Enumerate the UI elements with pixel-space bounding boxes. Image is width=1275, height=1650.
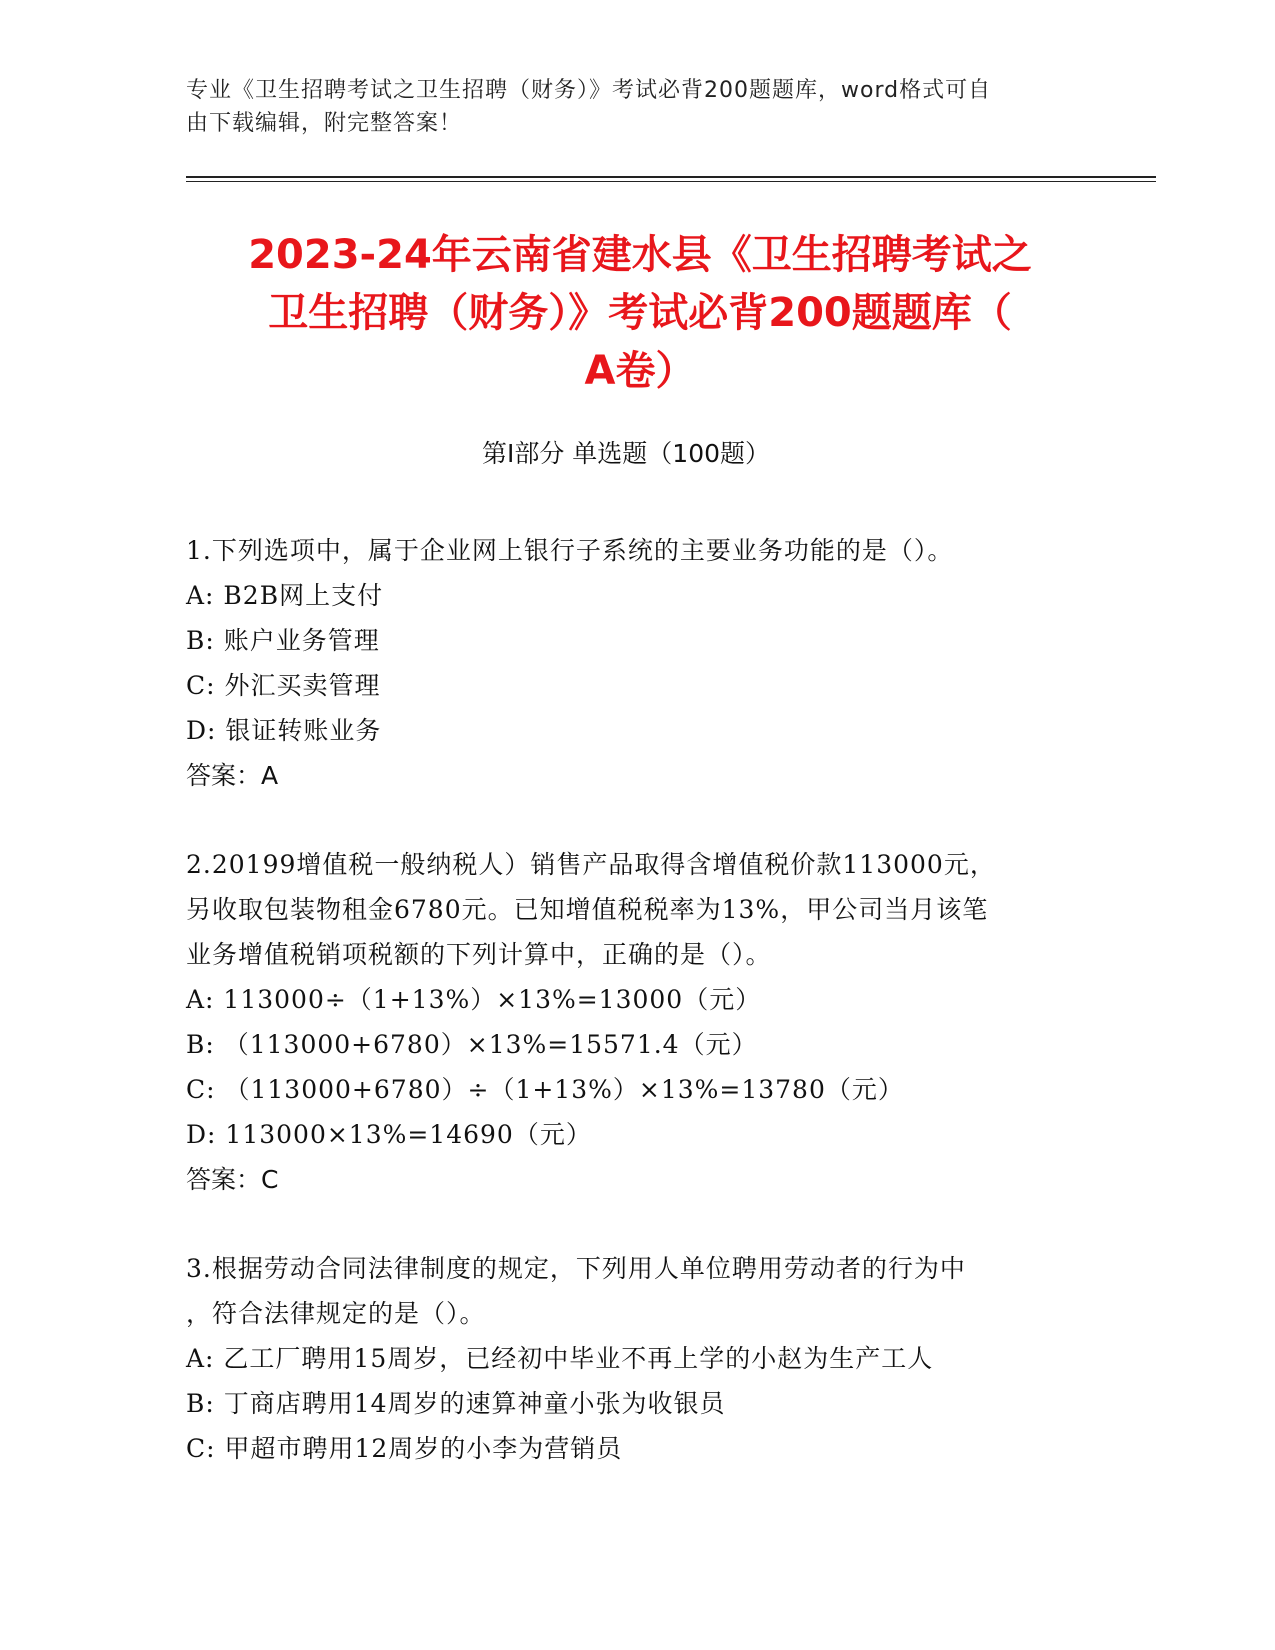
question-stem-line: ，符合法律规定的是（）。	[186, 1299, 486, 1328]
question-2	[186, 842, 1086, 1202]
question-3	[186, 1246, 1086, 1471]
option-a: A: 乙工厂聘用15周岁，已经初中毕业不再上学的小赵为生产工人	[186, 1344, 934, 1373]
document-title-line-2: 卫生招聘（财务）》考试必背200题题库（	[268, 290, 1012, 336]
option-c: C: 外汇买卖管理	[186, 671, 381, 700]
question-stem-line: 1.下列选项中，属于企业网上银行子系统的主要业务功能的是（）。	[186, 536, 954, 565]
header-note	[186, 74, 1076, 140]
question-stem-line: 3.根据劳动合同法律制度的规定，下列用人单位聘用劳动者的行为中	[186, 1254, 966, 1283]
answer: 答案：C	[186, 1165, 279, 1194]
option-b: B: 账户业务管理	[186, 626, 380, 655]
option-b: B: 丁商店聘用14周岁的速算神童小张为收银员	[186, 1389, 726, 1418]
answer: 答案：A	[186, 761, 279, 790]
document-title-line-3: A卷）	[584, 348, 696, 394]
question-list	[186, 528, 1086, 1515]
option-c: C: 甲超市聘用12周岁的小李为营销员	[186, 1434, 623, 1463]
question-stem-line: 2.20199增值税一般纳税人）销售产品取得含增值税价款113000元，	[186, 850, 996, 879]
document-title-line-1: 2023-24年云南省建水县《卫生招聘考试之	[248, 232, 1032, 278]
option-d: D: 银证转账业务	[186, 716, 382, 745]
header-note-line-2: 由下载编辑，附完整答案！	[186, 111, 463, 136]
option-d: D: 113000×13%=14690（元）	[186, 1120, 592, 1149]
header-divider-thick	[186, 176, 1156, 178]
section-heading: 第Ⅰ部分 单选题（100题）	[481, 439, 771, 468]
header-note-line-1: 专业《卫生招聘考试之卫生招聘（财务）》考试必背200题题库，word格式可自	[186, 78, 992, 103]
option-a: A: 113000÷（1+13%）×13%=13000（元）	[186, 985, 762, 1014]
question-stem-line: 另收取包装物租金6780元。已知增值税税率为13%，甲公司当月该笔	[186, 895, 989, 924]
question-1	[186, 528, 1086, 798]
option-c: C: （113000+6780）÷（1+13%）×13%=13780（元）	[186, 1075, 904, 1104]
document-title	[160, 226, 1120, 400]
option-a: A: B2B网上支付	[186, 581, 384, 610]
option-b: B: （113000+6780）×13%=15571.4（元）	[186, 1030, 758, 1059]
header-divider-thin	[186, 181, 1156, 182]
question-stem-line: 业务增值税销项税额的下列计算中，正确的是（）。	[186, 940, 772, 969]
